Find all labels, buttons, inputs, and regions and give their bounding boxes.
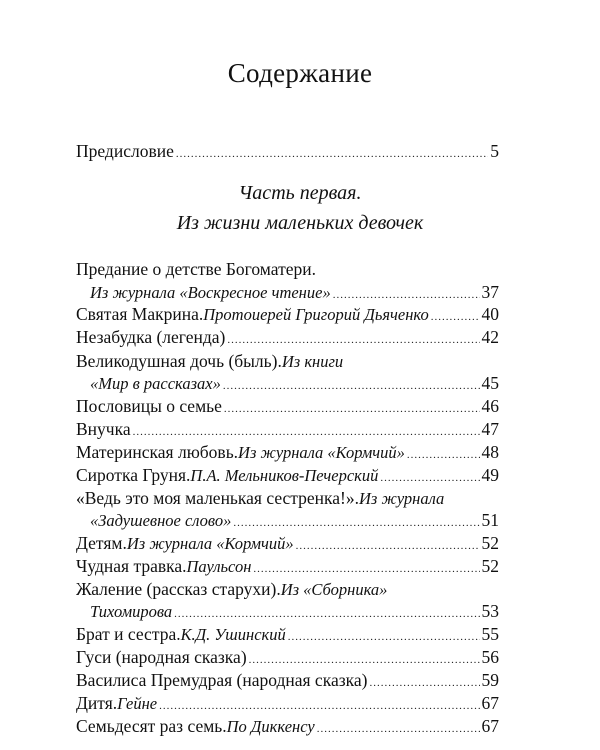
- entry-author: Из книги: [281, 352, 344, 371]
- entry-title: Святая Макрина.: [76, 304, 204, 324]
- toc-entry: [76, 555, 499, 577]
- entry-author: Гейне: [117, 694, 158, 713]
- page-number: 37: [481, 282, 499, 302]
- entry-author: Протоиерей Григорий Дьяченко: [203, 305, 429, 324]
- dot-leader: [174, 603, 479, 625]
- toc-entry: [76, 326, 499, 348]
- entry-title: «Ведь это моя маленькая сестренка!».: [76, 488, 359, 508]
- dot-leader: [227, 329, 479, 351]
- entry-author: По Диккенсу: [226, 717, 315, 736]
- entry-title: Дитя.: [76, 693, 118, 713]
- dot-leader: [253, 558, 479, 580]
- toc-entry: [76, 464, 499, 486]
- entry-title: Детям.: [76, 533, 127, 553]
- entry-author: П.А. Мельников-Печерский: [190, 466, 379, 485]
- dot-leader: [249, 649, 480, 671]
- toc-entry-preface: [76, 140, 499, 162]
- page-number: 53: [481, 601, 499, 621]
- page-number: 48: [481, 442, 499, 462]
- entry-title: Материнская любовь.: [76, 442, 239, 462]
- entry-title: Незабудка (легенда): [76, 327, 226, 347]
- dot-leader: [176, 143, 488, 165]
- toc-entry: [76, 395, 499, 417]
- page-number: 52: [481, 533, 499, 553]
- toc-entry: [76, 487, 444, 509]
- toc-entry: [76, 258, 316, 280]
- entry-title: Пословицы о семье: [76, 396, 222, 416]
- page-number: 42: [481, 327, 499, 347]
- entry-title: Брат и сестра.: [76, 624, 181, 644]
- entry-author: Из журнала «Кормчий»: [126, 534, 294, 553]
- dot-leader: [369, 672, 479, 694]
- toc-entry: [90, 372, 499, 394]
- part-heading: Часть первая.: [238, 182, 362, 204]
- dot-leader: [223, 375, 480, 397]
- page-number: 67: [481, 716, 499, 736]
- toc-entry: [76, 303, 499, 325]
- entry-author: Тихомирова: [90, 602, 173, 621]
- page-number: 5: [490, 141, 499, 161]
- page-number: 52: [481, 556, 499, 576]
- toc-entry: [76, 692, 499, 714]
- page-number: 49: [481, 465, 499, 485]
- toc-entry: [90, 281, 499, 303]
- toc-entry: [76, 532, 499, 554]
- page-number: 59: [481, 670, 499, 690]
- dot-leader: [317, 718, 480, 740]
- entry-title: Семьдесят раз семь.: [76, 716, 227, 736]
- entry-author: Паульсон: [186, 557, 252, 576]
- entry-author: К.Д. Ушинский: [180, 625, 286, 644]
- page-number: 51: [481, 510, 499, 530]
- entry-author: «Мир в рассказах»: [90, 374, 221, 393]
- dot-leader: [431, 306, 480, 328]
- entry-title: Предисловие: [76, 141, 174, 161]
- dot-leader: [133, 421, 480, 443]
- toc-entry: [76, 646, 499, 668]
- page-number: 46: [481, 396, 499, 416]
- page-number: 55: [481, 624, 499, 644]
- entry-title: Василиса Премудрая (народная сказка): [76, 670, 368, 690]
- dot-leader: [159, 695, 479, 717]
- dot-leader: [224, 398, 480, 420]
- entry-author: Из журнала «Воскресное чтение»: [90, 283, 331, 302]
- toc-entry: [76, 350, 343, 372]
- toc-entry: [76, 578, 387, 600]
- dot-leader: [380, 467, 479, 489]
- entry-title: Предание о детстве Богоматери.: [76, 259, 316, 279]
- dot-leader: [296, 535, 480, 557]
- entry-title: Чудная травка.: [76, 556, 187, 576]
- toc-entry: [76, 441, 499, 463]
- page-number: 47: [481, 419, 499, 439]
- page-title: Содержание: [227, 58, 373, 88]
- page-number: 45: [481, 373, 499, 393]
- entry-author: «Задушевное слово»: [90, 511, 232, 530]
- dot-leader: [233, 512, 479, 534]
- toc-entry: [76, 418, 499, 440]
- entry-author: Из «Сборника»: [280, 580, 388, 599]
- toc-entry: [76, 669, 499, 691]
- page-number: 40: [481, 304, 499, 324]
- toc-entry: [90, 509, 499, 531]
- entry-title: Сиротка Груня.: [76, 465, 191, 485]
- page-number: 56: [481, 647, 499, 667]
- dot-leader: [407, 444, 480, 466]
- page-number: 67: [481, 693, 499, 713]
- toc-entry: [90, 600, 499, 622]
- toc-entry: [76, 715, 499, 737]
- entry-title: Внучка: [76, 419, 131, 439]
- toc-entry: [76, 623, 499, 645]
- entry-title: Великодушная дочь (быль).: [76, 351, 282, 371]
- part-subheading: Из жизни маленьких девочек: [176, 212, 424, 234]
- entry-author: Из журнала: [359, 489, 445, 508]
- entry-title: Жаление (рассказ старухи).: [76, 579, 281, 599]
- entry-title: Гуси (народная сказка): [76, 647, 247, 667]
- dot-leader: [288, 626, 480, 648]
- entry-author: Из журнала «Кормчий»: [238, 443, 405, 462]
